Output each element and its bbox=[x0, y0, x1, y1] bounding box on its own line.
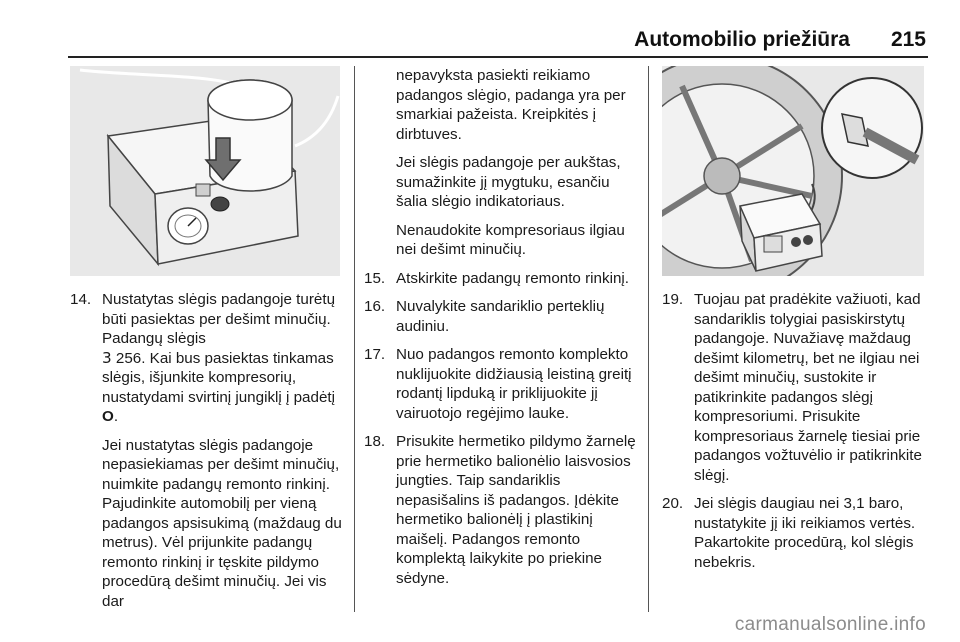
step-number: 18. bbox=[364, 433, 386, 450]
page-number: 215 bbox=[890, 28, 926, 51]
step-15 bbox=[364, 269, 640, 289]
step-text: Jei slėgis daugiau nei 3,1 baro, nustatykite jį iki reikiamos vertės. Pakartokite procedūrą, kol slėgis nebekris. bbox=[694, 495, 916, 571]
step-text: Nuo padangos remonto komplekto nuklijuokite didžiausią leistiną greitį rodantį lipduką ir priklijuokite jį vairuotojo regėjimo lauke. bbox=[396, 346, 632, 422]
switch-position: O bbox=[102, 408, 114, 425]
step-number: 16. bbox=[364, 298, 386, 315]
column-left bbox=[70, 290, 348, 620]
tyre-compressor-illustration bbox=[662, 66, 924, 276]
step-text: Tuojau pat pradėkite važiuoti, kad sandariklis tolygiai pasiskirstytų padangoje. Nuvažiavę maždaug dešimt kilometrų, bet ne ilgiau nei dešimt minučių, sustokite ir patikrinkite padangos slėgį kompresoriumi. Prisukite kompresoriaus žarnelę tiesiai prie padangos vožtuvėlio ir patikrinkite slėgį. bbox=[694, 291, 922, 484]
step-17 bbox=[364, 345, 640, 423]
step-18 bbox=[364, 432, 640, 588]
watermark: carmanualsonline.info bbox=[734, 614, 926, 635]
column-divider-left bbox=[354, 66, 355, 612]
tyre-drawing bbox=[662, 66, 924, 276]
column-divider-right bbox=[648, 66, 649, 612]
column-right bbox=[662, 290, 930, 581]
step-number: 19. bbox=[662, 291, 684, 308]
step-text: Atskirkite padangų remonto rinkinį. bbox=[396, 269, 629, 287]
step-text-continued: 256. Kai bus pasiektas tinkamas slėgis, išjunkite kompresorių, nustatydami svirtinį jungiklį į padėtį bbox=[102, 349, 335, 406]
chapter-title: Automobilio priežiūra bbox=[634, 28, 850, 51]
compressor-illustration bbox=[70, 66, 340, 276]
step-20 bbox=[662, 494, 930, 572]
column-middle bbox=[364, 66, 640, 597]
step-end: . bbox=[113, 408, 119, 425]
step-number: 15. bbox=[364, 269, 386, 287]
page-header bbox=[0, 0, 960, 54]
paragraph-too-damaged: nepavyksta pasiekti reikiamo padangos slėgio, padanga yra per smarkiai pažeista. Kreipkitės į dirbtuves. bbox=[396, 67, 626, 143]
step-19 bbox=[662, 290, 930, 485]
step-number: 20. bbox=[662, 495, 684, 512]
compressor-drawing bbox=[70, 66, 340, 276]
paragraph-max-runtime: Nenaudokite kompresoriaus ilgiau nei dešimt minučių. bbox=[396, 221, 625, 258]
step-number: 14. bbox=[70, 291, 92, 308]
step-14 bbox=[70, 290, 348, 427]
page-ref-arrow: 3 bbox=[102, 348, 112, 367]
paragraph-pressure-too-high: Jei slėgis padangoje per aukštas, sumažinkite jį mygtuku, esančiu šalia slėgio indikatoriaus. bbox=[396, 154, 621, 210]
step-text: Nuvalykite sandariklio perteklių audiniu. bbox=[396, 298, 605, 335]
step-16 bbox=[364, 297, 640, 336]
step-text: Nustatytas slėgis padangoje turėtų būti pasiektas per dešimt minučių. Padangų slėgis bbox=[102, 291, 336, 347]
header-rule bbox=[68, 56, 928, 58]
step-number: 17. bbox=[364, 346, 386, 363]
paragraph-retry: Jei nustatytas slėgis padangoje nepasiekiamas per dešimt minučių, nuimkite padangų remonto rinkinį. Pajudinkite automobilį per vieną padangos apsisukimą (maždaug du metrus). Vėl prijunkite padangų remonto rinkinį ir tęskite pildymo procedūrą dešimt minučių. Jei vis dar bbox=[102, 436, 342, 610]
step-text: Prisukite hermetiko pildymo žarnelę prie hermetiko balionėlio laisvosios jungties. Taip sandariklis nepasišalins iš padangos. Įdėkite hermetiko balionėlį į plastikinį maišelį. Padangos remonto komplektą laikykite po priekine sėdyne. bbox=[396, 433, 636, 587]
